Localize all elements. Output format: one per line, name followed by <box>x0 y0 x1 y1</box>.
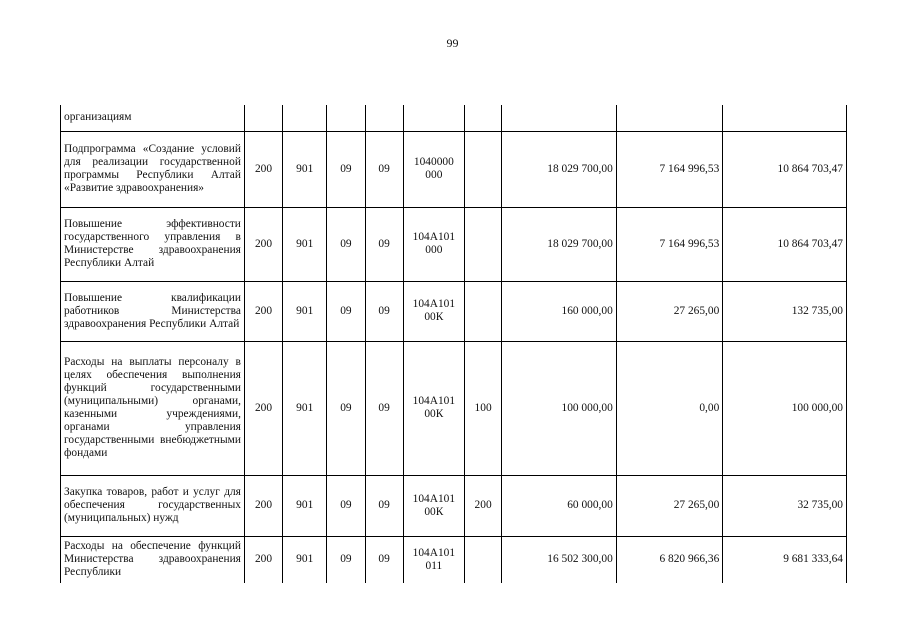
cell-amount: 7 164 996,53 <box>616 131 723 207</box>
cell-expense-type <box>465 536 502 583</box>
cell-amount: 18 029 700,00 <box>502 131 617 207</box>
table-row <box>61 281 847 341</box>
cell-amount: 10 864 703,47 <box>723 131 847 207</box>
row-description: организациям <box>61 105 245 131</box>
row-description: Закупка товаров, работ и услуг для обеспечения государственных (муниципальных) нужд <box>61 475 245 536</box>
table-row <box>61 536 847 583</box>
cell-code: 901 <box>283 475 327 536</box>
cell-code: 09 <box>365 341 403 475</box>
cell-code: 901 <box>283 207 327 281</box>
cell-code: 200 <box>244 207 282 281</box>
cell-code: 200 <box>244 536 282 583</box>
cell-code: 901 <box>283 341 327 475</box>
row-description: Подпрограмма «Создание условий для реализации государственной программы Республики Алтай «Развитие здравоохранения» <box>61 131 245 207</box>
cell-expense-type: 100 <box>465 341 502 475</box>
cell-code: 200 <box>244 341 282 475</box>
cell-code: 09 <box>327 281 365 341</box>
cell-code: 901 <box>283 536 327 583</box>
cell-amount: 9 681 333,64 <box>723 536 847 583</box>
cell-code: 09 <box>327 536 365 583</box>
cell-amount: 27 265,00 <box>616 281 723 341</box>
cell-expense-type <box>465 207 502 281</box>
cell-code: 09 <box>365 536 403 583</box>
cell-code: 09 <box>327 207 365 281</box>
table-row <box>61 475 847 536</box>
row-description: Расходы на обеспечение функций Министерства здравоохранения Республики <box>61 536 245 583</box>
cell-code: 200 <box>244 475 282 536</box>
cell-amount <box>502 105 617 131</box>
table-row <box>61 207 847 281</box>
cell-amount: 10 864 703,47 <box>723 207 847 281</box>
row-description: Расходы на выплаты персоналу в целях обеспечения выполнения функций государственными (муниципальными) органами, казенными учреждениями, органами управления государственными внебюджетными фондами <box>61 341 245 475</box>
cell-amount: 160 000,00 <box>502 281 617 341</box>
cell-amount: 6 820 966,36 <box>616 536 723 583</box>
cell-target-code: 104А101 00К <box>403 281 464 341</box>
cell-code <box>244 105 282 131</box>
cell-amount <box>616 105 723 131</box>
cell-code <box>327 105 365 131</box>
cell-amount: 60 000,00 <box>502 475 617 536</box>
cell-code: 09 <box>365 131 403 207</box>
cell-code: 200 <box>244 281 282 341</box>
cell-expense-type <box>465 105 502 131</box>
table-row <box>61 341 847 475</box>
cell-expense-type <box>465 281 502 341</box>
cell-code: 901 <box>283 131 327 207</box>
cell-amount: 7 164 996,53 <box>616 207 723 281</box>
cell-expense-type <box>465 131 502 207</box>
cell-target-code: 1040000 000 <box>403 131 464 207</box>
cell-amount: 100 000,00 <box>502 341 617 475</box>
cell-code: 901 <box>283 281 327 341</box>
cell-code: 09 <box>327 475 365 536</box>
page-number: 99 <box>446 36 459 50</box>
cell-target-code: 104А101 00К <box>403 475 464 536</box>
cell-target-code: 104А101 00К <box>403 341 464 475</box>
cell-code: 09 <box>365 281 403 341</box>
cell-code: 09 <box>327 131 365 207</box>
budget-table <box>60 105 847 583</box>
cell-amount: 18 029 700,00 <box>502 207 617 281</box>
cell-amount <box>723 105 847 131</box>
cell-code: 09 <box>365 475 403 536</box>
cell-code: 200 <box>244 131 282 207</box>
cell-amount: 27 265,00 <box>616 475 723 536</box>
cell-amount: 0,00 <box>616 341 723 475</box>
cell-amount: 32 735,00 <box>723 475 847 536</box>
row-description: Повышение эффективности государственного управления в Министерстве здравоохранения Республики Алтай <box>61 207 245 281</box>
row-description: Повышение квалификации работников Министерства здравоохранения Республики Алтай <box>61 281 245 341</box>
cell-amount: 132 735,00 <box>723 281 847 341</box>
table-row <box>61 105 847 131</box>
cell-expense-type: 200 <box>465 475 502 536</box>
cell-amount: 16 502 300,00 <box>502 536 617 583</box>
cell-target-code: 104А101 011 <box>403 536 464 583</box>
cell-code <box>283 105 327 131</box>
cell-target-code <box>403 105 464 131</box>
cell-code: 09 <box>365 207 403 281</box>
cell-code: 09 <box>327 341 365 475</box>
cell-code <box>365 105 403 131</box>
table-row <box>61 131 847 207</box>
cell-target-code: 104А101 000 <box>403 207 464 281</box>
cell-amount: 100 000,00 <box>723 341 847 475</box>
